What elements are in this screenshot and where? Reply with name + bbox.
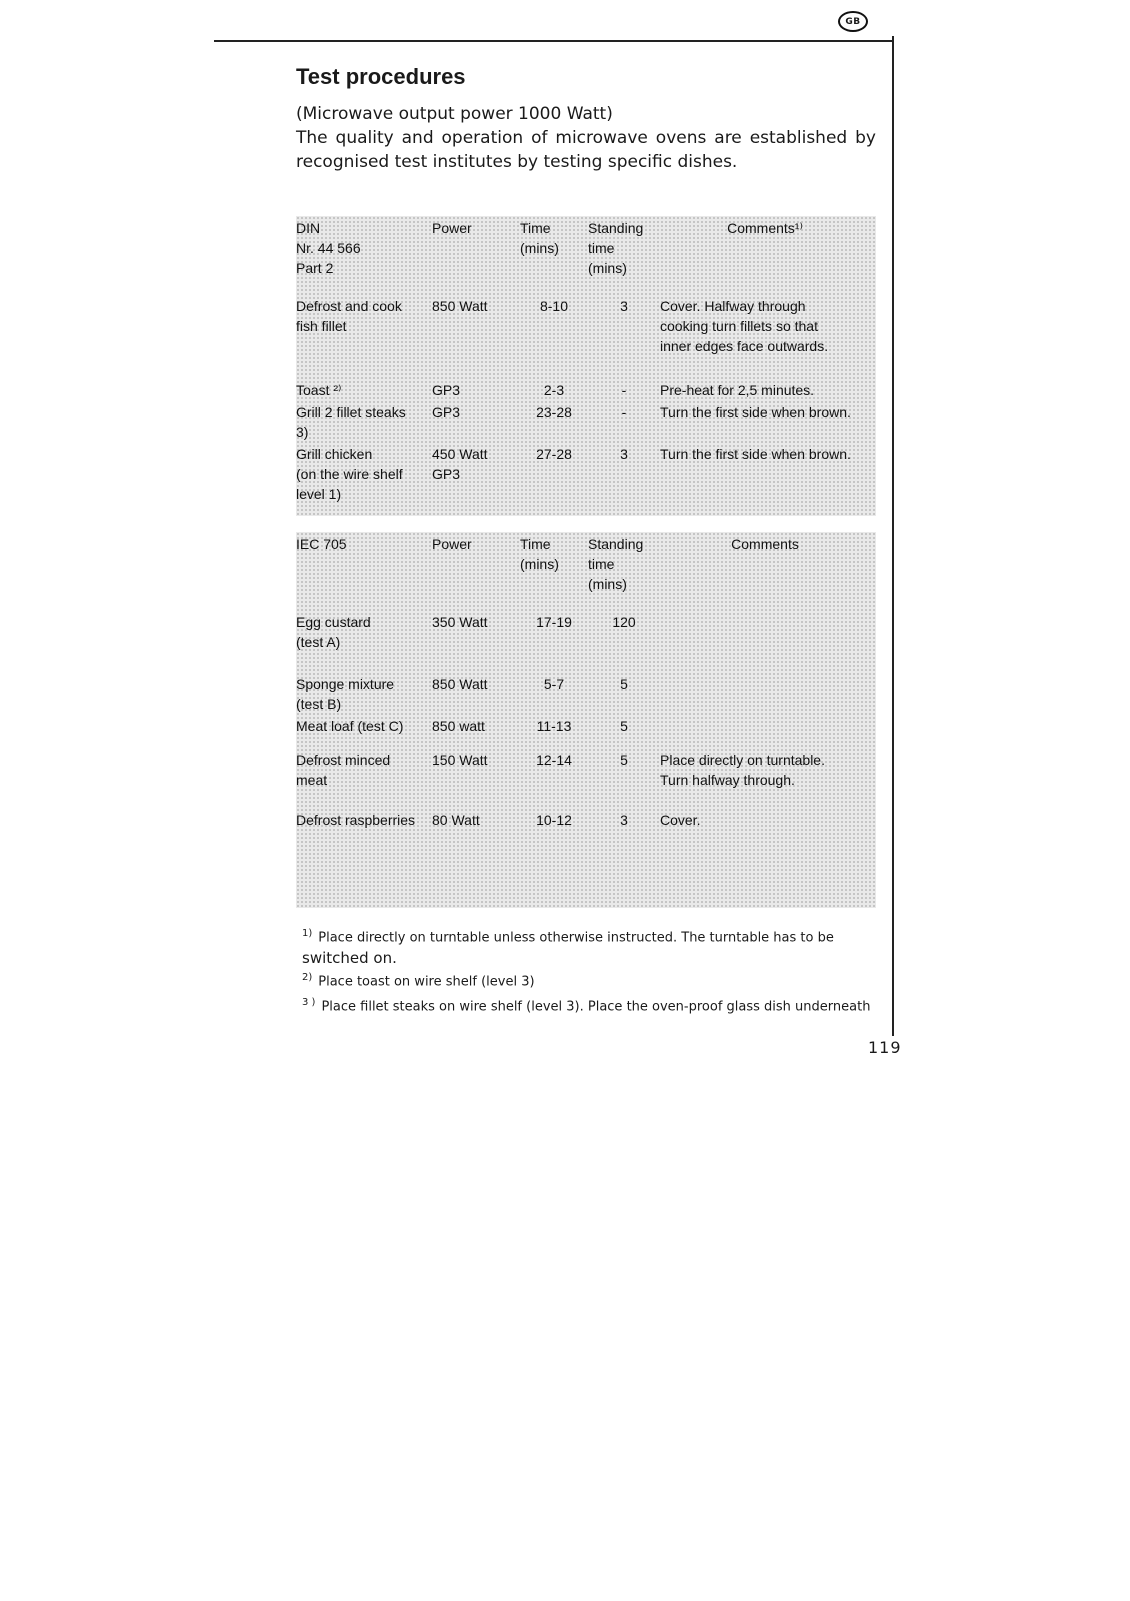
dish-cell: Defrost minced meat [296, 752, 391, 788]
standing-cell: 5 [620, 676, 628, 692]
iec-table-header [296, 534, 876, 594]
dish-cell: Defrost raspberries [296, 812, 416, 828]
footnote-1-continuation: switched on. [302, 949, 397, 968]
iec-table [296, 534, 876, 830]
header-standing-time: Standing time (mins) [588, 220, 644, 276]
footnote-text: Place toast on wire shelf (level 3) [318, 974, 535, 990]
standing-cell: 5 [620, 718, 628, 734]
page-number: 119 [868, 1038, 902, 1057]
power-cell: 150 Watt [432, 752, 488, 768]
dish-cell: Grill chicken (on the wire shelf level 1) [296, 446, 403, 502]
header-power: Power [432, 536, 472, 552]
comment-cell: Turn the first side when brown. [660, 404, 851, 420]
top-rule [214, 40, 894, 42]
din-table [296, 218, 876, 504]
header-standing-time: Standing time (mins) [588, 536, 644, 592]
comment-cell [660, 716, 870, 736]
intro-text [296, 102, 876, 174]
standing-cell: 120 [612, 614, 636, 630]
table-row [296, 716, 876, 736]
footnote-3 [302, 993, 882, 1017]
header-comments: Comments¹⁾ [727, 220, 803, 236]
table-row [296, 380, 876, 400]
footnote-mark: 1) [302, 928, 313, 939]
dish-cell: Meat loaf (test C) [296, 718, 404, 734]
comment-cell: Pre-heat for 2,5 minutes. [660, 382, 815, 398]
time-cell: 11-13 [536, 718, 572, 734]
table-row [296, 674, 876, 714]
header-time: Time (mins) [520, 220, 559, 256]
din-table-header [296, 218, 876, 278]
standing-cell: 3 [620, 446, 628, 462]
footnote-mark: 2) [302, 972, 313, 984]
time-cell: 27-28 [536, 446, 572, 462]
header-standard: IEC 705 [296, 536, 347, 552]
time-cell: 23-28 [536, 404, 572, 420]
intro-body: The quality and operation of microwave ovens are established by recognised test institutes by testing specific dishes. [296, 128, 876, 172]
power-cell: 350 Watt [432, 614, 488, 630]
power-cell: GP3 [432, 404, 461, 420]
header-power: Power [432, 220, 472, 236]
time-cell: 10-12 [536, 812, 572, 828]
comment-cell: Cover. [660, 812, 701, 828]
time-cell: 8-10 [539, 298, 569, 314]
power-cell: GP3 [432, 382, 461, 398]
power-cell: 80 Watt [432, 812, 480, 828]
table-row [296, 750, 876, 790]
power-cell: 850 watt [432, 718, 485, 734]
side-rule [892, 36, 894, 1036]
power-cell: 450 Watt GP3 [432, 446, 488, 482]
standing-cell: 3 [620, 812, 628, 828]
header-comments: Comments [731, 536, 799, 552]
header-time: Time (mins) [520, 536, 559, 572]
comment-cell [660, 612, 870, 652]
gb-country-badge: GB [838, 11, 868, 32]
table-row [296, 444, 876, 504]
header-standard: DIN Nr. 44 566 Part 2 [296, 220, 361, 276]
dish-cell: Egg custard (test A) [296, 614, 371, 650]
footnote-1 [302, 924, 882, 948]
comment-cell: Place directly on turntable. Turn halfway through. [660, 752, 825, 788]
standing-cell: 3 [620, 298, 628, 314]
footnotes [302, 924, 882, 1017]
power-cell: 850 Watt [432, 676, 488, 692]
footnote-2 [302, 968, 882, 992]
table-row [296, 402, 876, 442]
power-cell: 850 Watt [432, 298, 488, 314]
table-row [296, 810, 876, 830]
table-row [296, 296, 876, 356]
standing-cell: - [621, 382, 627, 398]
dish-cell: Sponge mixture (test B) [296, 676, 395, 712]
time-cell: 12-14 [536, 752, 572, 768]
page-title: Test procedures [296, 64, 466, 89]
comment-cell: Cover. Halfway through cooking turn fillets so that inner edges face outwards. [660, 298, 829, 354]
comment-cell [660, 674, 870, 714]
dish-cell: Defrost and cook fish fillet [296, 298, 402, 334]
time-cell: 2-3 [543, 382, 565, 398]
subtitle: (Microwave output power 1000 Watt) [296, 104, 613, 124]
footnote-text: Place directly on turntable unless otherwise instructed. The turntable has to be [318, 930, 834, 946]
comment-cell: Turn the first side when brown. [660, 446, 851, 462]
standing-cell: 5 [620, 752, 628, 768]
footnote-mark: 3 ) [302, 996, 316, 1008]
time-cell: 5-7 [543, 676, 565, 692]
dish-cell: Grill 2 fillet steaks 3) [296, 404, 406, 440]
standing-cell: - [621, 404, 627, 420]
table-row [296, 612, 876, 652]
time-cell: 17-19 [536, 614, 572, 630]
dish-cell: Toast ²⁾ [296, 382, 342, 398]
footnote-text: Place fillet steaks on wire shelf (level 3). Place the oven-proof glass dish underneath [321, 998, 871, 1014]
